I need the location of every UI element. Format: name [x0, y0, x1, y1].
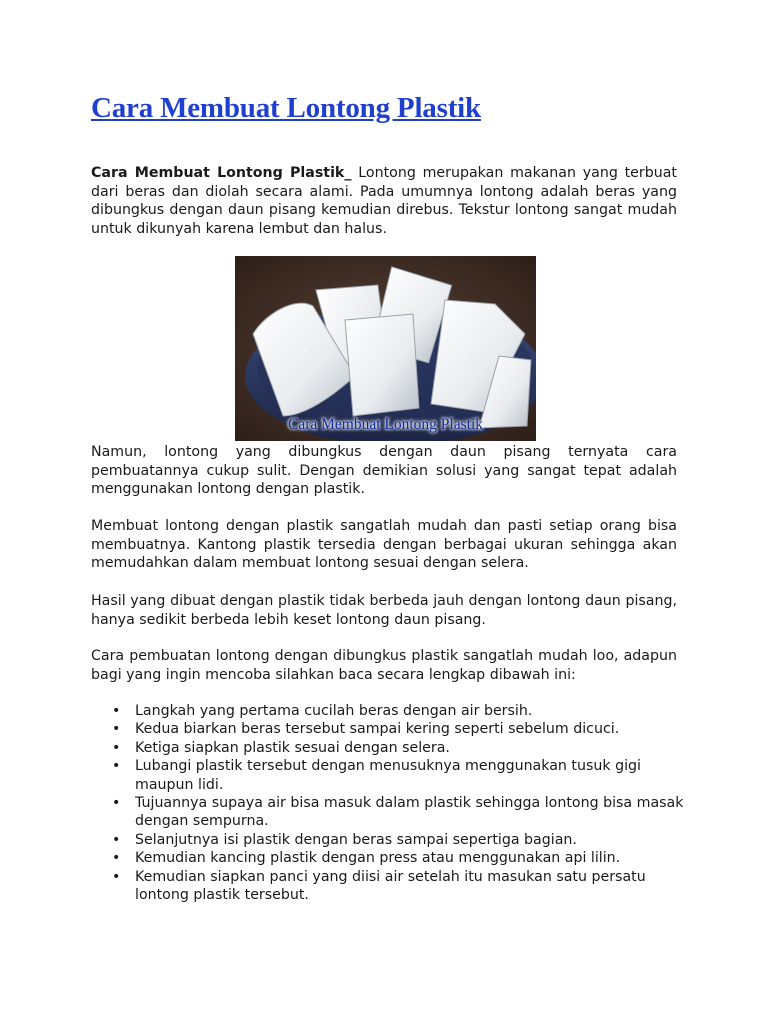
lontong-image: [235, 256, 536, 441]
paragraph-1: Namun, lontong yang dibungkus dengan daun pisang ternyata cara pembuatannya cukup sulit. Dengan demikian solusi yang sangat tepat adalah menggunakan lontong dengan plastik.: [91, 444, 677, 498]
step-text: Tujuannya supaya air bisa masuk dalam plastik sehingga lontong bisa masak dengan sempurna.: [135, 795, 684, 830]
paragraph-4: Cara pembuatan lontong dengan dibungkus plastik sangatlah mudah loo, adapun bagi yang ingin mencoba silahkan baca secara lengkap dibawah ini:: [91, 648, 677, 683]
step-text: Lubangi plastik tersebut dengan menusuknya menggunakan tusuk gigi maupun lidi.: [135, 758, 641, 793]
paragraph-2: Membuat lontong dengan plastik sangatlah mudah dan pasti setiap orang bisa membuatnya. Kantong plastik tersedia dengan berbagai ukuran sehingga akan memudahkan dalam membuat lontong sesuai dengan selera.: [91, 518, 677, 572]
intro-text: Lontong merupakan makanan yang terbuat dari beras dan diolah secara alami. Pada umumnya lontong adalah beras yang dibungkus dengan daun pisang kemudian direbus. Tekstur lontong sangat mudah untuk dikunyah karena lembut dan halus.: [91, 165, 677, 237]
step-text: Kemudian siapkan panci yang diisi air setelah itu masukan satu persatu lontong plastik tersebut.: [135, 868, 646, 904]
list-item: [91, 702, 695, 720]
bullet-icon: •: [112, 850, 121, 867]
list-item: [91, 739, 695, 757]
bullet-icon: •: [112, 831, 121, 848]
bullet-icon: •: [112, 795, 121, 812]
bullet-icon: •: [112, 758, 121, 775]
lontong-photo: [235, 256, 536, 441]
intro-lead: Cara Membuat Lontong Plastik_: [91, 165, 352, 181]
bullet-icon: •: [112, 868, 121, 885]
list-item: [91, 868, 695, 905]
list-item: [91, 794, 695, 831]
steps-list: [91, 702, 684, 904]
step-text: Kemudian kancing plastik dengan press atau menggunakan api lilin.: [135, 850, 621, 867]
bullet-icon: •: [112, 721, 121, 738]
step-text: Selanjutnya isi plastik dengan beras sampai sepertiga bagian.: [135, 831, 577, 848]
bullet-icon: •: [112, 703, 121, 719]
step-text: Kedua biarkan beras tersebut sampai kering seperti sebelum dicuci.: [135, 721, 620, 738]
list-item: [91, 849, 695, 867]
intro-paragraph: [91, 164, 677, 238]
list-item: [91, 757, 695, 794]
step-text: Langkah yang pertama cucilah beras dengan air bersih.: [135, 703, 533, 719]
page-title[interactable]: Cara Membuat Lontong Plastik: [91, 92, 481, 124]
step-text: Ketiga siapkan plastik sesuai dengan selera.: [135, 739, 450, 756]
paragraph-3: Hasil yang dibuat dengan plastik tidak berbeda jauh dengan lontong daun pisang, hanya sedikit berbeda lebih keset lontong daun pisang.: [91, 593, 677, 628]
list-item: [91, 831, 695, 849]
bullet-icon: •: [112, 739, 121, 756]
list-item: [91, 720, 695, 738]
image-caption: Cara Membuat Lontong Plastik: [287, 416, 483, 433]
